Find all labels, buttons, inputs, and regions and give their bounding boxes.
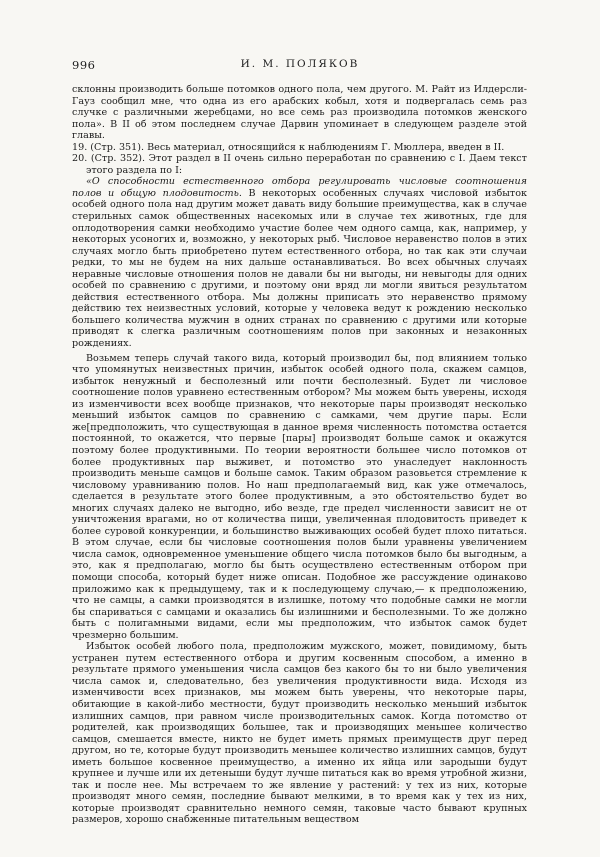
- running-head-author: И. М. ПОЛЯКОВ: [240, 58, 360, 70]
- quoted-section-body: В некоторых особенных случаях числовой избыток особей одного пола над другим может давать виду большие преимущества, как в случае стерильных самок общественных насекомых или в случае тех животных, где для оплодотворения самки необходимо участие более чем одного самца, как, например, у некоторых усоногих и, возможно, у некоторых рыб. Числовое неравенство полов в этих случаях могло быть приобретено путем естественного отбора, но так как эти случаи редки, то мы не будем на них дальше останавливаться. Во всех обычных случаях неравные числовые отношения полов не давали бы ни выгоды, ни невыгоды для одних особей по сравнению с другими, и поэтому они вряд ли могли явиться результатом действия естественного отбора. Мы должны приписать это неравенство прямому действию тех неизвестных условий, которые у человека ведут к рождению несколько большего количества мужчин в одних странах по сравнению с другими или которые приводят к слегка различным соотношениям полов при законных и незаконных рождениях.: [72, 187, 527, 350]
- paragraph-continued: склонны производить больше потомков одного пола, чем другого. М. Райт из Илдерсли-Гауз сообщил мне, что одна из его арабских кобыл, хотя и подвергалась семь раз случке с различными жеребцами, но все семь раз производила потомков женского пола». В II об этом последнем случае Дарвин упоминает в следующем разделе этой главы.: [72, 84, 527, 142]
- quoted-section: [72, 176, 527, 349]
- note-20: 20. (Стр. 352). Этот раздел в II очень сильно переработан по сравнению с I. Даем текст этого раздела по I:: [72, 153, 527, 176]
- running-header: [72, 58, 528, 72]
- quoted-section-title: «О способности естественного отбора регулировать числовые соотношения полов и общую плодовитость.: [72, 176, 527, 199]
- page-number: 996: [72, 58, 96, 72]
- page-body: [72, 84, 527, 826]
- paragraph-excess: Избыток особей любого пола, предположим мужского, может, повидимому, быть устранен путем естественного отбора и другим косвенным способом, а именно в результате прямого уменьшения числа самцов без какого бы то ни было увеличения числа самок и, следовательно, без увеличения продуктивности вида. Исходя из изменчивости всех признаков, мы можем быть уверены, что некоторые пары, обитающие в какой-либо местности, будут производить несколько меньший избыток излишних самцов, при равном числе производительных самок. Когда потомство от родителей, как производящих большее, так и производящих меньшее количество самцов, смешается вместе, никто не будет иметь прямых преимуществ друг перед другом, но те, которые будут производить меньшее количество излишних самцов, будут иметь большое косвенное преимущество, а именно их яйца или зародыши будут крупнее и лучше или их детеныши будут лучше питаться как во время утробной жизни, так и после нее. Мы встречаем то же явление у растений: у тех из них, которые производят много семян, последние бывают мелкими, в то время как у тех из них, которые производят сравнительно немного семян, таковые часто бывают крупных размеров, хорошо снабженные питательным веществом: [72, 641, 527, 826]
- note-19: 19. (Стр. 351). Весь материал, относящийся к наблюдениям Г. Мюллера, введен в II.: [72, 141, 505, 153]
- paragraph-selection: Возьмем теперь случай такого вида, который производил бы, под влиянием только что упомянутых неизвестных причин, избыток особей одного пола, скажем самцов, избыток ненужный и бесполезный или почти бесполезный. Будет ли числовое соотношение полов уравнено естественным отбором? Мы можем быть уверены, исходя из изменчивости всех вообще признаков, что некоторые пары производят несколько меньший избыток самцов по сравнению с самками, чем другие пары. Если же[предположить, что существующая в данное время численность потомства остается постоянной, то окажется, что первые [пары] производят больше самок и окажутся поэтому более продуктивными. По теории вероятности большее число потомков от более продуктивных пар выживет, и потомство это унаследует наклонность производить меньше самцов и больше самок. Таким образом разовьется стремление к числовому уравниванию полов. Но наш предполагаемый вид, как уже отмечалось, сделается в результате этого более продуктивным, а это обстоятельство будет во многих случаях далеко не выгодно, ибо везде, где предел численности зависит не от уничтожения врагами, но от количества пищи, увеличенная плодовитость приведет к более суровой конкуренции, и большинство выживающих особей будет плохо питаться. В этом случае, если бы числовые соотношения полов были уравнены увеличением числа самок, одновременное уменьшение общего числа потомков было бы выгодным, а это, как я предполагаю, могло бы быть осуществлено естественным отбором при помощи способа, который будет ниже описан. Подобное же рассуждение одинаково приложимо как к предыдущему, так и к последующему случаю,— к предположению, что не самцы, а самки производятся в излишке, потому что подобные самки не могли бы спариваться с самцами и оказались бы излишними и бесполезными. То же должно быть с полигамными видами, если мы предположим, что избыток самок будет чрезмерно большим.: [72, 352, 527, 641]
